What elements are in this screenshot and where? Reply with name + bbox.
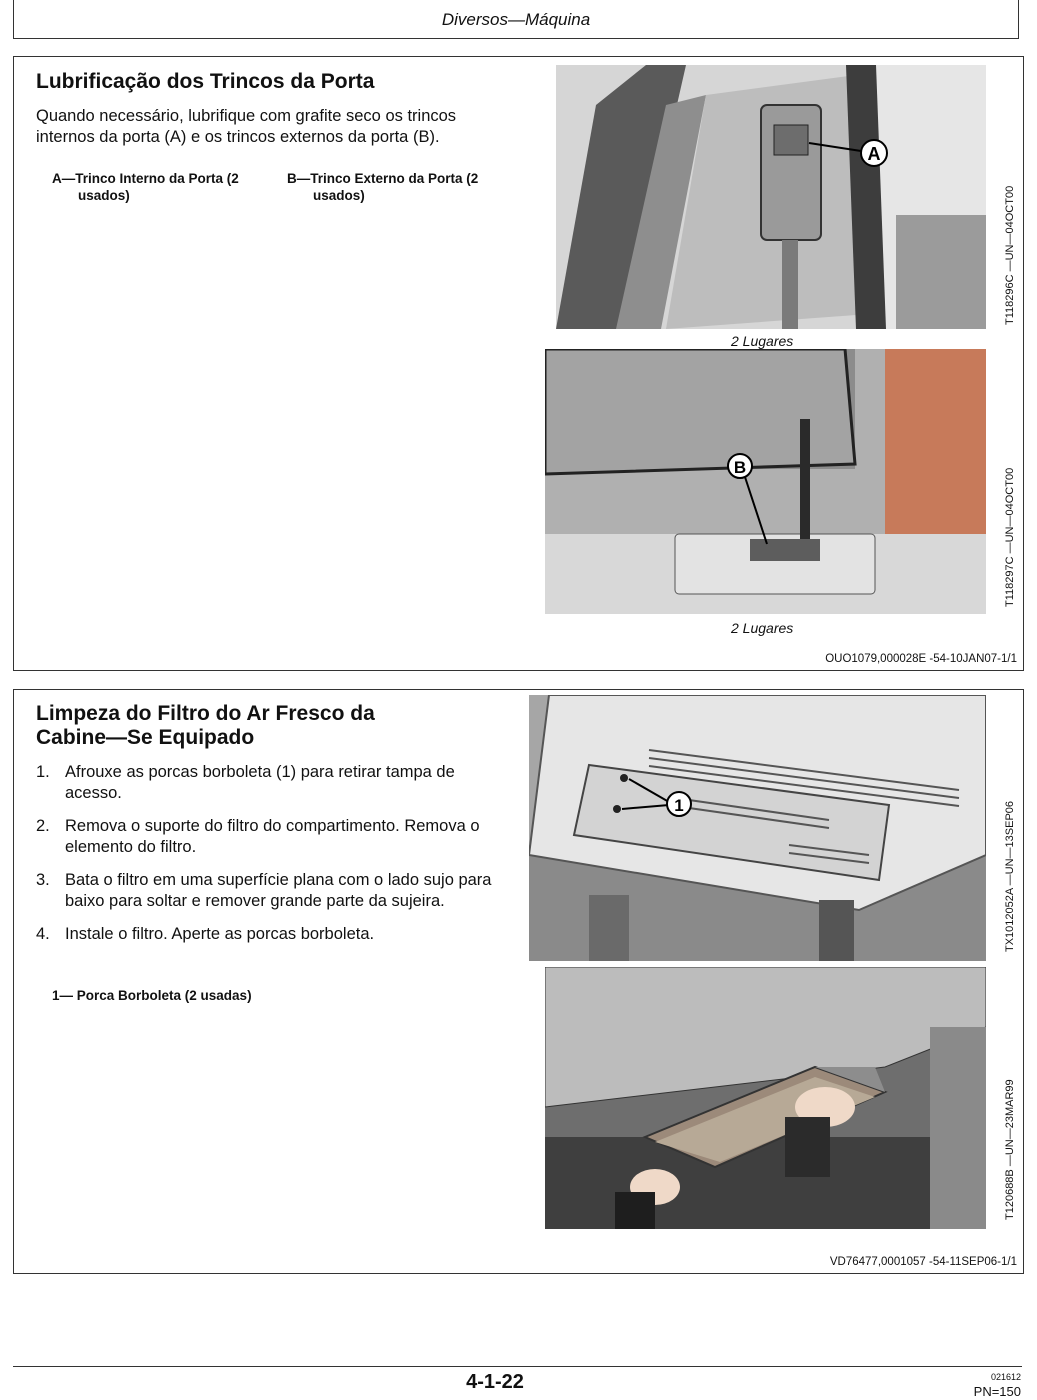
legend-a [52,170,274,204]
callout-1: 1 [674,796,684,815]
filter-removal-photo [545,967,986,1229]
legend-a-line1: A—Trinco Interno da Porta (2 [52,171,239,186]
interior-latch-photo [556,65,986,329]
footer-code: 021612 [990,1372,1021,1382]
header-title: Diversos—Máquina [441,10,591,29]
legend-b-line2: usados) [313,188,365,203]
section2-title-line2: Cabine—Se Equipado [36,726,255,749]
photo2-caption: 2 Lugares [731,620,794,636]
step-item: 2. Remova o suporte do filtro do compartimento. Remova o elemento do filtro. [36,817,480,856]
section1-ref: OUO1079,000028E -54-10JAN07-1/1 [825,653,1017,665]
section-body: Quando necessário, lubrifique com grafite seco os trincos internos da porta (A) e os trincos externos da porta (B). [36,107,457,146]
step-item: 1. Afrouxe as porcas borboleta (1) para retirar tampa de acesso. [36,763,455,802]
section2-title-line1: Limpeza do Filtro do Ar Fresco da [36,702,375,725]
running-header [13,0,1019,39]
footer-rule [13,1366,1022,1367]
exterior-latch-photo [545,349,986,614]
step-item: 3. Bata o filtro em uma superfície plana com o lado sujo para baixo para soltar e remover grande parte da sujeira. [36,871,492,910]
legend-b [287,170,509,204]
photo4-code: T120688B —UN—23MAR99 [1004,1079,1016,1220]
section2-ref: VD76477,0001057 -54-11SEP06-1/1 [829,1256,1017,1268]
photo1-code: T118296C —UN—04OCT00 [1004,185,1016,325]
legend-a-line2: usados) [78,188,130,203]
section-title: Lubrificação dos Trincos da Porta [36,70,375,93]
section-air-filter [13,689,1024,1274]
steps-list [36,762,512,957]
step-item: 4. Instale o filtro. Aperte as porcas borboleta. [36,925,375,943]
callout-b: B [733,458,747,477]
legend-b-line1: B—Trinco Externo da Porta (2 [287,171,479,186]
photo2-code: T118297C —UN—04OCT00 [1004,467,1016,607]
section-door-latches [13,56,1024,671]
section2-title [36,702,375,750]
photo1-caption: 2 Lugares [731,333,794,349]
photo3-code: TX1012052A —UN—13SEP06 [1004,800,1016,952]
filter-cover-photo [529,695,986,961]
legend-1: 1— Porca Borboleta (2 usadas) [52,988,252,1003]
callout-a: A [867,144,881,164]
pn-label: PN=150 [973,1384,1021,1399]
page-number: 4-1-22 [466,1371,524,1393]
